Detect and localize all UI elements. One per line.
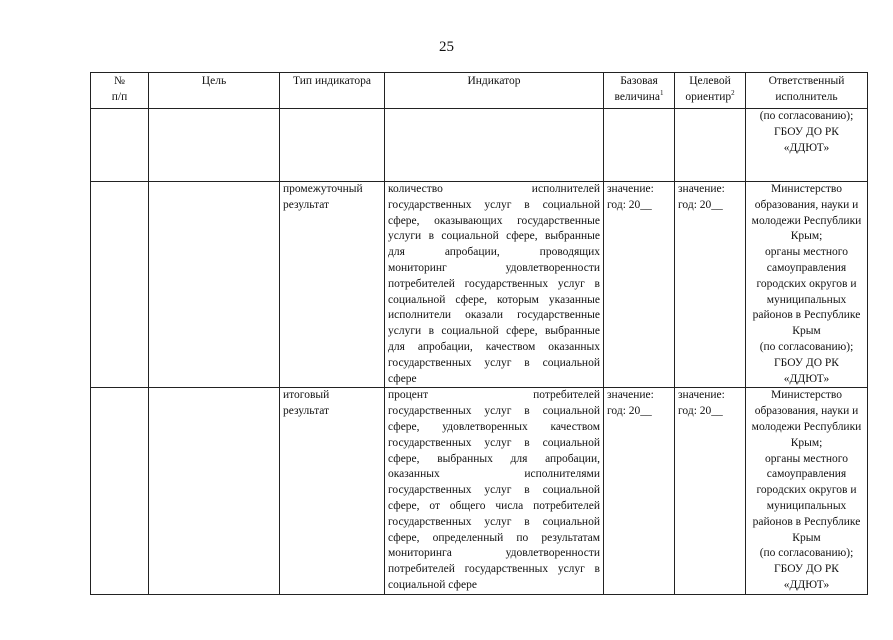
cell-line: Крым (792, 325, 821, 338)
cell-line: ГБОУ ДО РК (774, 356, 839, 369)
cell-indicator (385, 182, 604, 388)
cell-line: сфере, от общего числа потребителей (388, 499, 600, 512)
cell-line: итоговый (283, 389, 330, 402)
cell-line: сфере, оказывающих государственные (388, 214, 600, 227)
cell-line: сфере, удовлетворенных качеством (388, 420, 600, 433)
cell-line: для апробации, проводящих (388, 246, 600, 259)
cell-line: муниципальных (766, 499, 847, 512)
cell-goal (149, 182, 280, 388)
cell-line: городских округов и (756, 277, 857, 290)
cell-line: органы местного (765, 452, 848, 465)
cell-line: ГБОУ ДО РК (774, 563, 839, 576)
table-row-intermediate (91, 182, 868, 388)
cell-line: оказанных исполнителями (388, 468, 600, 481)
cell-line: «ДДЮТ» (783, 141, 830, 154)
cell-line: Министерство (771, 389, 842, 402)
cell-line: государственных услуг в социальной (388, 515, 600, 528)
cell-line: Крым; (790, 230, 823, 243)
cell-indicator (385, 109, 604, 182)
cell-line: «ДДЮТ» (783, 372, 830, 385)
cell-num (91, 388, 149, 594)
table-row-final (91, 388, 868, 594)
cell-num (91, 182, 149, 388)
cell-line: потребителей государственных услуг в (388, 563, 600, 576)
cell-line: Крым; (790, 436, 823, 449)
cell-executor (746, 388, 868, 594)
cell-line: (по согласованию); (759, 340, 854, 353)
cell-line: государственных услуг в социальной (388, 405, 600, 418)
cell-base-value (604, 388, 675, 594)
cell-line: районов в Республике (752, 309, 861, 322)
cell-line: социальной сфере, которым указанные (388, 293, 600, 306)
cell-line: услуги в социальной сфере, выбранные (388, 230, 600, 243)
footnote-mark-2: 2 (731, 88, 735, 97)
indicators-table (90, 72, 868, 595)
cell-line: год: 20__ (607, 405, 652, 418)
cell-base-value (604, 109, 675, 182)
cell-line: мониторинг удовлетворенности (388, 261, 600, 274)
cell-line: государственных услуг в социальной (388, 198, 600, 211)
cell-line: образования, науки и (754, 405, 859, 418)
cell-line: количество исполнителей (388, 183, 600, 195)
cell-goal (149, 388, 280, 594)
page-number: 25 (439, 39, 454, 55)
cell-line: органы местного (765, 246, 848, 259)
header-num: № п/п (91, 73, 149, 109)
header-base-value: Базовая величина$^1$ (604, 73, 675, 109)
cell-target (675, 388, 746, 594)
table-header-row (91, 73, 868, 109)
cell-line: молодежи Республики (751, 214, 862, 227)
cell-line: промежуточный (283, 183, 363, 195)
cell-line: государственных услуг в социальной (388, 356, 600, 369)
cell-line: (по согласованию); (759, 110, 854, 122)
cell-line: год: 20__ (678, 198, 723, 211)
cell-line: сфере, выбранных для апробации, (388, 452, 600, 465)
cell-line: самоуправления (766, 468, 847, 481)
cell-line: мониторинга удовлетворенности (388, 547, 600, 560)
cell-executor (746, 109, 868, 182)
cell-line: услуги в социальной сфере, выбранные (388, 325, 600, 338)
cell-line: «ДДЮТ» (783, 578, 830, 591)
cell-indicator-type (280, 388, 385, 594)
cell-line: сфере, определенный по результатам (388, 531, 600, 544)
cell-line: значение: (678, 389, 725, 402)
cell-line: (по согласованию); (759, 547, 854, 560)
cell-line: самоуправления (766, 261, 847, 274)
cell-line: значение: (678, 183, 725, 195)
cell-line: год: 20__ (678, 405, 723, 418)
cell-executor (746, 182, 868, 388)
header-target: Целевой ориентир$^2$ (675, 73, 746, 109)
table-row-continued (91, 109, 868, 182)
cell-indicator-type (280, 182, 385, 388)
cell-target (675, 182, 746, 388)
cell-line: Министерство (771, 183, 842, 195)
cell-line: молодежи Республики (751, 420, 862, 433)
cell-base-value (604, 182, 675, 388)
cell-line: для апробации, качеством оказанных (388, 340, 600, 353)
cell-line: исполнители оказали государственные (388, 309, 600, 322)
header-indicator-type: Тип индикатора (280, 73, 385, 109)
cell-line: сфере (388, 372, 417, 385)
footnote-mark-1: 1 (660, 88, 664, 97)
cell-indicator (385, 388, 604, 594)
cell-line: процент потребителей (388, 389, 600, 402)
cell-indicator-type (280, 109, 385, 182)
header-indicator: Индикатор (385, 73, 604, 109)
cell-target (675, 109, 746, 182)
cell-line: государственных услуг в социальной (388, 436, 600, 449)
cell-goal (149, 109, 280, 182)
header-executor: Ответственный исполнитель (746, 73, 868, 109)
cell-line: результат (283, 198, 330, 211)
cell-line: потребителей государственных услуг в (388, 277, 600, 290)
cell-line: районов в Республике (752, 515, 861, 528)
cell-line: государственных услуг в социальной (388, 484, 600, 497)
cell-line: Крым (792, 531, 821, 544)
cell-num (91, 109, 149, 182)
cell-line: образования, науки и (754, 198, 859, 211)
cell-line: социальной сфере (388, 578, 477, 591)
header-goal: Цель (149, 73, 280, 109)
cell-line: муниципальных (766, 293, 847, 306)
cell-line: значение: (607, 389, 654, 402)
cell-line: значение: (607, 183, 654, 195)
cell-line: ГБОУ ДО РК (774, 125, 839, 138)
cell-line: городских округов и (756, 484, 857, 497)
cell-line: год: 20__ (607, 198, 652, 211)
cell-line: результат (283, 405, 330, 418)
